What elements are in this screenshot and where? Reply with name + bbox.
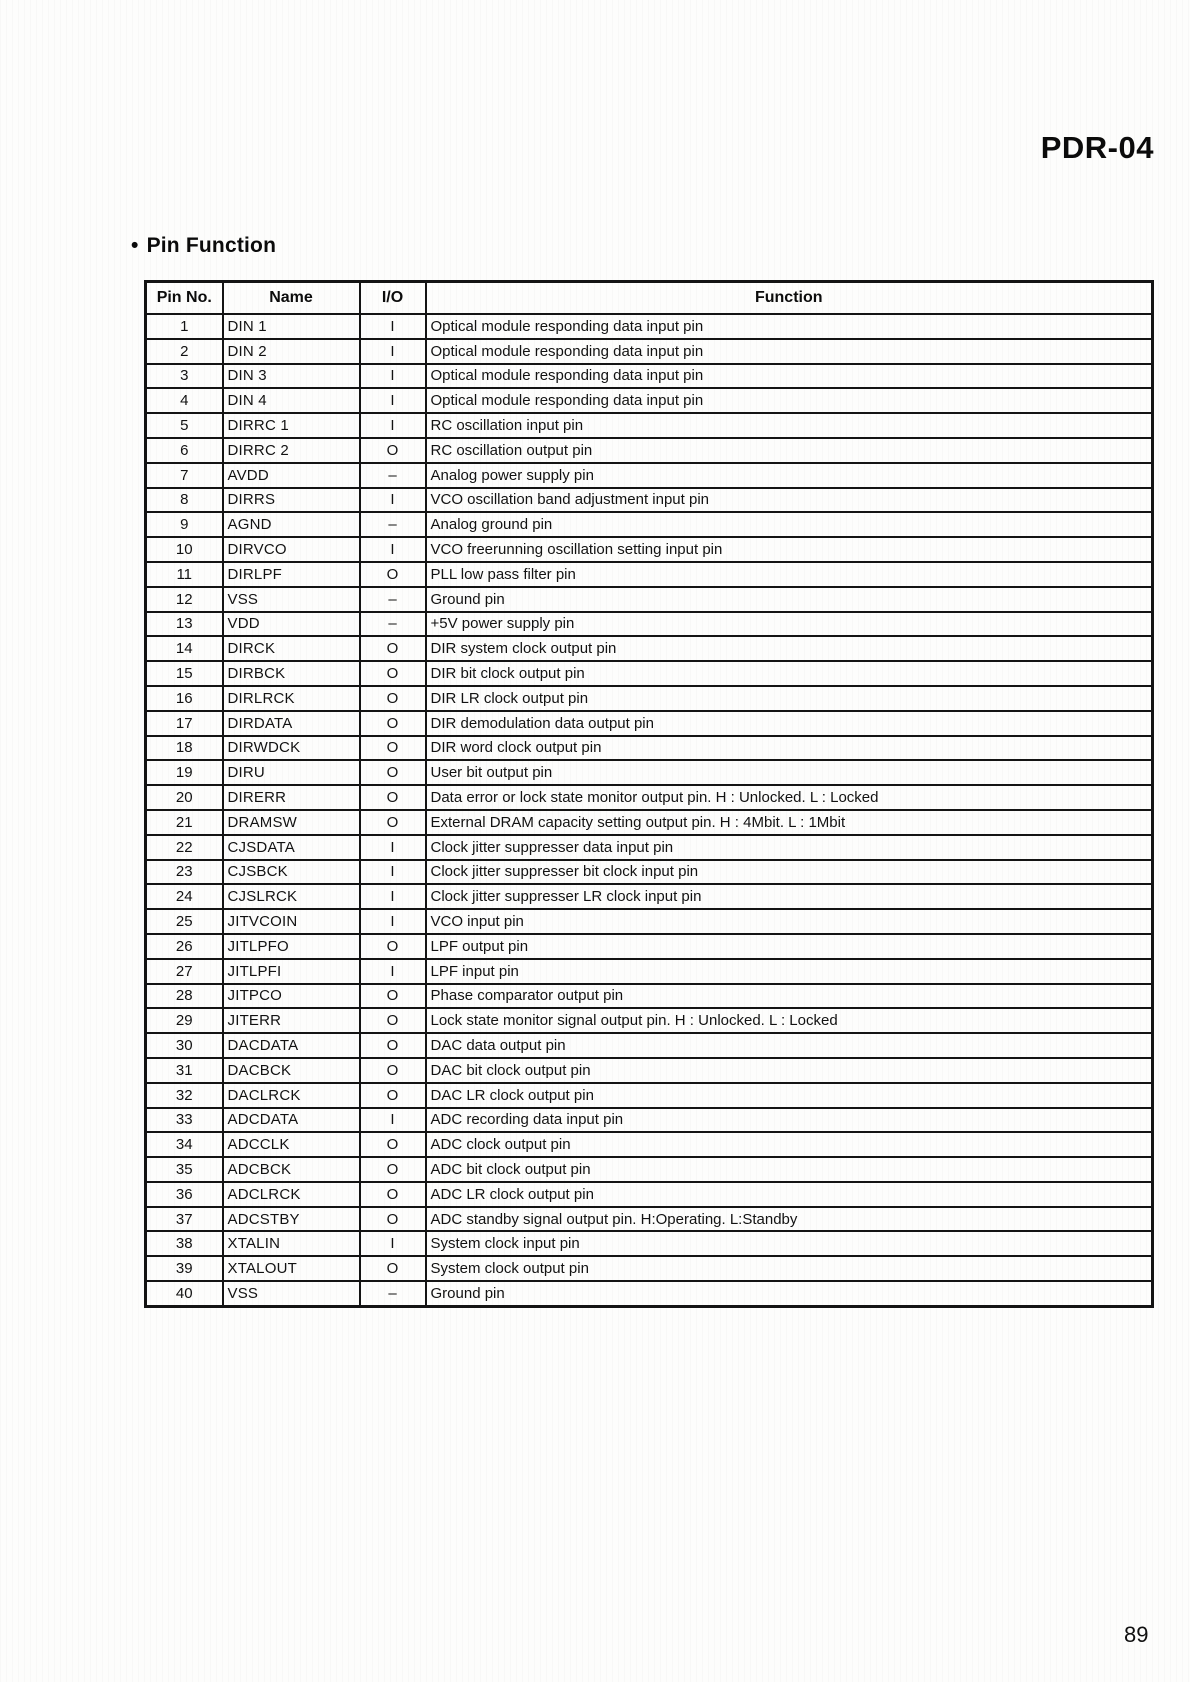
pin-no-cell: 6	[146, 438, 223, 463]
table-row	[146, 636, 1153, 661]
name-cell: JITLPFI	[223, 959, 360, 984]
function-cell: Data error or lock state monitor output pin. H : Unlocked. L : Locked	[426, 785, 1153, 810]
table-row	[146, 1132, 1153, 1157]
io-cell: I	[360, 909, 426, 934]
section-title: Pin Function	[146, 234, 277, 257]
name-cell: CJSBCK	[223, 860, 360, 885]
table-row	[146, 884, 1153, 909]
pin-no-cell: 25	[146, 909, 223, 934]
table-row	[146, 711, 1153, 736]
name-cell: DIRBCK	[223, 661, 360, 686]
table-row	[146, 934, 1153, 959]
name-cell: XTALOUT	[223, 1256, 360, 1281]
doc-title: PDR-04	[1040, 130, 1154, 165]
function-cell: Optical module responding data input pin	[426, 314, 1153, 339]
table-row	[146, 1281, 1153, 1306]
io-cell: –	[360, 1281, 426, 1306]
function-cell: Clock jitter suppresser data input pin	[426, 835, 1153, 860]
pin-no-cell: 37	[146, 1207, 223, 1232]
function-cell: DIR system clock output pin	[426, 636, 1153, 661]
pin-no-cell: 22	[146, 835, 223, 860]
function-cell: DAC bit clock output pin	[426, 1058, 1153, 1083]
pin-no-cell: 39	[146, 1256, 223, 1281]
io-cell: O	[360, 1058, 426, 1083]
pin-no-cell: 23	[146, 860, 223, 885]
name-cell: DIRDATA	[223, 711, 360, 736]
pin-no-cell: 34	[146, 1132, 223, 1157]
table-row	[146, 1157, 1153, 1182]
name-cell: DACLRCK	[223, 1083, 360, 1108]
function-cell: External DRAM capacity setting output pin. H : 4Mbit. L : 1Mbit	[426, 810, 1153, 835]
table-row	[146, 860, 1153, 885]
pin-no-cell: 10	[146, 537, 223, 562]
name-cell: ADCLRCK	[223, 1182, 360, 1207]
name-cell: AGND	[223, 512, 360, 537]
table-row	[146, 984, 1153, 1009]
function-cell: Analog power supply pin	[426, 463, 1153, 488]
function-cell: DIR LR clock output pin	[426, 686, 1153, 711]
table-row	[146, 1033, 1153, 1058]
pin-no-cell: 33	[146, 1108, 223, 1133]
function-cell: PLL low pass filter pin	[426, 562, 1153, 587]
io-cell: O	[360, 934, 426, 959]
pin-no-cell: 26	[146, 934, 223, 959]
name-cell: CJSDATA	[223, 835, 360, 860]
name-cell: DIRLPF	[223, 562, 360, 587]
function-cell: Analog ground pin	[426, 512, 1153, 537]
pin-no-cell: 4	[146, 388, 223, 413]
name-cell: DIN 1	[223, 314, 360, 339]
io-cell: I	[360, 413, 426, 438]
io-cell: –	[360, 587, 426, 612]
pin-no-cell: 20	[146, 785, 223, 810]
io-cell: O	[360, 562, 426, 587]
pin-no-cell: 19	[146, 760, 223, 785]
table-row	[146, 488, 1153, 513]
io-cell: O	[360, 1182, 426, 1207]
table-row	[146, 413, 1153, 438]
name-cell: VSS	[223, 587, 360, 612]
pin-no-cell: 29	[146, 1008, 223, 1033]
table-row	[146, 463, 1153, 488]
pin-no-cell: 5	[146, 413, 223, 438]
function-cell: Ground pin	[426, 1281, 1153, 1306]
function-cell: RC oscillation input pin	[426, 413, 1153, 438]
io-cell: I	[360, 314, 426, 339]
function-cell: RC oscillation output pin	[426, 438, 1153, 463]
pin-no-cell: 28	[146, 984, 223, 1009]
name-cell: DRAMSW	[223, 810, 360, 835]
function-cell: Optical module responding data input pin	[426, 388, 1153, 413]
bullet-icon: •	[131, 234, 139, 257]
header-function: Function	[426, 282, 1153, 315]
pin-no-cell: 30	[146, 1033, 223, 1058]
io-cell: I	[360, 339, 426, 364]
table-row	[146, 909, 1153, 934]
table-row	[146, 1256, 1153, 1281]
header-io: I/O	[360, 282, 426, 315]
name-cell: VDD	[223, 612, 360, 637]
io-cell: O	[360, 1033, 426, 1058]
io-cell: O	[360, 1207, 426, 1232]
pin-no-cell: 31	[146, 1058, 223, 1083]
io-cell: O	[360, 686, 426, 711]
io-cell: O	[360, 984, 426, 1009]
name-cell: DIRWDCK	[223, 736, 360, 761]
function-cell: Clock jitter suppresser bit clock input pin	[426, 860, 1153, 885]
pin-function-table	[144, 280, 1154, 1308]
io-cell: O	[360, 785, 426, 810]
table-row	[146, 1231, 1153, 1256]
table-row	[146, 612, 1153, 637]
name-cell: DIRERR	[223, 785, 360, 810]
io-cell: –	[360, 612, 426, 637]
io-cell: O	[360, 636, 426, 661]
name-cell: ADCBCK	[223, 1157, 360, 1182]
function-cell: Lock state monitor signal output pin. H : Unlocked. L : Locked	[426, 1008, 1153, 1033]
name-cell: DIRU	[223, 760, 360, 785]
io-cell: I	[360, 364, 426, 389]
table-row	[146, 810, 1153, 835]
name-cell: VSS	[223, 1281, 360, 1306]
pin-no-cell: 27	[146, 959, 223, 984]
name-cell: DIN 4	[223, 388, 360, 413]
pin-no-cell: 13	[146, 612, 223, 637]
io-cell: O	[360, 1083, 426, 1108]
name-cell: CJSLRCK	[223, 884, 360, 909]
function-cell: VCO freerunning oscillation setting input pin	[426, 537, 1153, 562]
io-cell: I	[360, 1231, 426, 1256]
name-cell: ADCDATA	[223, 1108, 360, 1133]
io-cell: I	[360, 884, 426, 909]
table-row	[146, 587, 1153, 612]
table-row	[146, 1058, 1153, 1083]
function-cell: ADC bit clock output pin	[426, 1157, 1153, 1182]
io-cell: O	[360, 760, 426, 785]
name-cell: XTALIN	[223, 1231, 360, 1256]
name-cell: ADCCLK	[223, 1132, 360, 1157]
name-cell: DIRLRCK	[223, 686, 360, 711]
io-cell: I	[360, 959, 426, 984]
pin-no-cell: 9	[146, 512, 223, 537]
pin-no-cell: 32	[146, 1083, 223, 1108]
pin-no-cell: 17	[146, 711, 223, 736]
io-cell: O	[360, 438, 426, 463]
function-cell: Optical module responding data input pin	[426, 364, 1153, 389]
table-row	[146, 686, 1153, 711]
function-cell: System clock input pin	[426, 1231, 1153, 1256]
io-cell: O	[360, 711, 426, 736]
pin-no-cell: 24	[146, 884, 223, 909]
page-number: 89	[1124, 1622, 1149, 1647]
pin-no-cell: 11	[146, 562, 223, 587]
function-cell: DAC LR clock output pin	[426, 1083, 1153, 1108]
table-row	[146, 959, 1153, 984]
table-row	[146, 1108, 1153, 1133]
name-cell: DIRVCO	[223, 537, 360, 562]
io-cell: O	[360, 1008, 426, 1033]
pin-no-cell: 40	[146, 1281, 223, 1306]
name-cell: DIRCK	[223, 636, 360, 661]
io-cell: I	[360, 860, 426, 885]
function-cell: ADC standby signal output pin. H:Operating. L:Standby	[426, 1207, 1153, 1232]
pin-no-cell: 1	[146, 314, 223, 339]
pin-no-cell: 7	[146, 463, 223, 488]
table-row	[146, 314, 1153, 339]
table-row	[146, 1008, 1153, 1033]
pin-no-cell: 12	[146, 587, 223, 612]
name-cell: DACDATA	[223, 1033, 360, 1058]
io-cell: I	[360, 835, 426, 860]
function-cell: LPF input pin	[426, 959, 1153, 984]
io-cell: O	[360, 661, 426, 686]
name-cell: DIN 3	[223, 364, 360, 389]
io-cell: O	[360, 736, 426, 761]
name-cell: ADCSTBY	[223, 1207, 360, 1232]
name-cell: DIRRC 2	[223, 438, 360, 463]
name-cell: JITLPFO	[223, 934, 360, 959]
function-cell: System clock output pin	[426, 1256, 1153, 1281]
table-row	[146, 760, 1153, 785]
table-row	[146, 388, 1153, 413]
function-cell: +5V power supply pin	[426, 612, 1153, 637]
table-row	[146, 785, 1153, 810]
header-pin-no: Pin No.	[146, 282, 223, 315]
table-row	[146, 736, 1153, 761]
function-cell: VCO input pin	[426, 909, 1153, 934]
name-cell: JITERR	[223, 1008, 360, 1033]
table-header-row	[146, 282, 1153, 315]
name-cell: AVDD	[223, 463, 360, 488]
table-row	[146, 364, 1153, 389]
table-row	[146, 835, 1153, 860]
name-cell: DIN 2	[223, 339, 360, 364]
table-row	[146, 1207, 1153, 1232]
name-cell: DIRRS	[223, 488, 360, 513]
pin-no-cell: 15	[146, 661, 223, 686]
name-cell: DACBCK	[223, 1058, 360, 1083]
pin-no-cell: 38	[146, 1231, 223, 1256]
pin-no-cell: 16	[146, 686, 223, 711]
function-cell: User bit output pin	[426, 760, 1153, 785]
table-row	[146, 537, 1153, 562]
header-name: Name	[223, 282, 360, 315]
function-cell: DIR word clock output pin	[426, 736, 1153, 761]
function-cell: ADC LR clock output pin	[426, 1182, 1153, 1207]
table-row	[146, 661, 1153, 686]
name-cell: DIRRC 1	[223, 413, 360, 438]
pin-no-cell: 8	[146, 488, 223, 513]
io-cell: I	[360, 1108, 426, 1133]
name-cell: JITPCO	[223, 984, 360, 1009]
function-cell: Optical module responding data input pin	[426, 339, 1153, 364]
function-cell: DAC data output pin	[426, 1033, 1153, 1058]
table-row	[146, 512, 1153, 537]
io-cell: I	[360, 537, 426, 562]
table-row	[146, 438, 1153, 463]
function-cell: DIR demodulation data output pin	[426, 711, 1153, 736]
table-row	[146, 1182, 1153, 1207]
function-cell: DIR bit clock output pin	[426, 661, 1153, 686]
pin-no-cell: 18	[146, 736, 223, 761]
pin-no-cell: 36	[146, 1182, 223, 1207]
io-cell: O	[360, 810, 426, 835]
table-row	[146, 1083, 1153, 1108]
pin-no-cell: 2	[146, 339, 223, 364]
io-cell: –	[360, 512, 426, 537]
table-row	[146, 562, 1153, 587]
function-cell: ADC clock output pin	[426, 1132, 1153, 1157]
section-heading	[131, 234, 276, 258]
name-cell: JITVCOIN	[223, 909, 360, 934]
pin-no-cell: 14	[146, 636, 223, 661]
io-cell: O	[360, 1157, 426, 1182]
table-row	[146, 339, 1153, 364]
io-cell: O	[360, 1132, 426, 1157]
pin-no-cell: 21	[146, 810, 223, 835]
io-cell: –	[360, 463, 426, 488]
function-cell: VCO oscillation band adjustment input pin	[426, 488, 1153, 513]
pin-no-cell: 3	[146, 364, 223, 389]
function-cell: ADC recording data input pin	[426, 1108, 1153, 1133]
io-cell: O	[360, 1256, 426, 1281]
io-cell: I	[360, 488, 426, 513]
function-cell: Phase comparator output pin	[426, 984, 1153, 1009]
function-cell: Ground pin	[426, 587, 1153, 612]
function-cell: Clock jitter suppresser LR clock input pin	[426, 884, 1153, 909]
pin-no-cell: 35	[146, 1157, 223, 1182]
function-cell: LPF output pin	[426, 934, 1153, 959]
io-cell: I	[360, 388, 426, 413]
